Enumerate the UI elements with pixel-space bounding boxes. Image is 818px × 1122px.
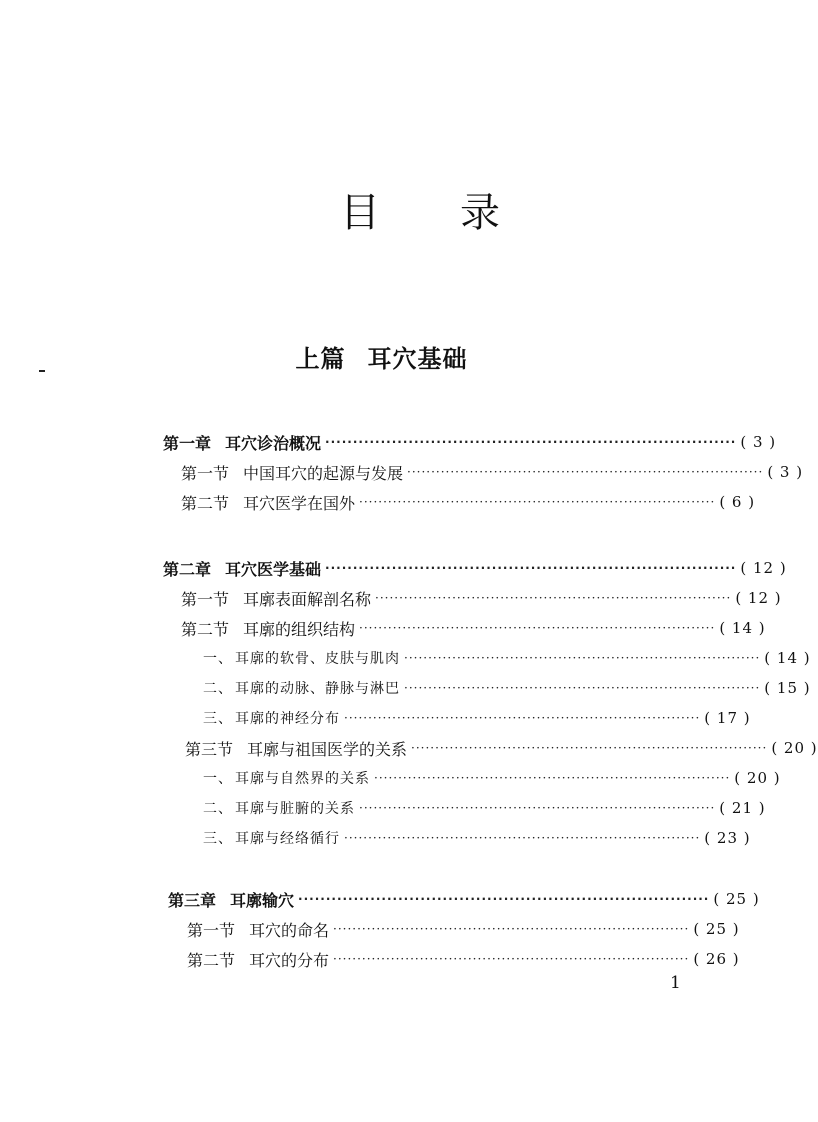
page-ref: ( 20 )	[734, 769, 781, 787]
leader-dots: ··········································································	[325, 561, 737, 575]
page-ref: ( 15 )	[764, 679, 811, 697]
leader-dots: ··········································································	[298, 892, 710, 906]
page-number: 1	[670, 973, 681, 993]
toc-chapter-3[interactable]	[168, 886, 760, 912]
toc-subsection[interactable]	[203, 705, 751, 731]
leader-dots: ··········································································	[411, 741, 768, 755]
page-ref: ( 20 )	[771, 739, 818, 757]
leader-dots: ··········································································	[407, 465, 764, 479]
section-label: 第二节	[181, 493, 230, 513]
leader-dots: ··········································································	[325, 435, 737, 449]
part-heading	[0, 339, 763, 374]
page-ref: ( 3 )	[767, 463, 804, 481]
toc-subsection[interactable]	[203, 675, 811, 701]
chapter-title: 耳穴医学基础	[225, 559, 322, 579]
page-ref: ( 21 )	[719, 799, 766, 817]
section-title: 耳穴的分布	[249, 950, 330, 970]
toc-section[interactable]	[181, 615, 766, 641]
chapter-label: 第三章	[168, 890, 217, 910]
page-ref: ( 17 )	[704, 709, 751, 727]
section-label: 第三节	[185, 739, 234, 759]
leader-dots: ··········································································	[375, 591, 732, 605]
part-title: 耳穴基础	[367, 345, 468, 373]
page-ref: ( 12 )	[735, 589, 782, 607]
page-ref: ( 14 )	[719, 619, 766, 637]
leader-dots: ··········································································	[344, 831, 701, 845]
toc-subsection[interactable]	[203, 795, 766, 821]
leader-dots: ··········································································	[359, 621, 716, 635]
toc-section[interactable]	[181, 459, 804, 485]
leader-dots: ··········································································	[359, 801, 716, 815]
page-ref: ( 25 )	[713, 890, 760, 908]
page-ref: ( 12 )	[740, 559, 787, 577]
section-label: 第二节	[181, 619, 230, 639]
section-title: 耳穴的命名	[249, 920, 330, 940]
section-label: 第一节	[181, 589, 230, 609]
margin-mark	[39, 370, 45, 372]
toc-section[interactable]	[181, 489, 756, 515]
section-title: 耳廓与祖国医学的关系	[247, 739, 408, 759]
toc-title-char-1: 目	[340, 189, 380, 236]
toc-section[interactable]	[181, 585, 782, 611]
section-title: 耳廓表面解剖名称	[243, 589, 372, 609]
section-title: 耳廓的组织结构	[243, 619, 356, 639]
subsection-label: 二、	[203, 801, 233, 817]
subsection-title: 耳廓与自然界的关系	[235, 771, 370, 787]
toc-section[interactable]	[185, 735, 818, 761]
section-label: 第一节	[181, 463, 230, 483]
section-label: 第二节	[187, 950, 236, 970]
page-ref: ( 25 )	[693, 920, 740, 938]
leader-dots: ··········································································	[404, 681, 761, 695]
leader-dots: ··········································································	[333, 952, 690, 966]
toc-chapter-2[interactable]	[163, 555, 787, 581]
toc-subsection[interactable]	[203, 765, 781, 791]
toc-title-char-2: 录	[460, 189, 500, 236]
leader-dots: ··········································································	[344, 711, 701, 725]
part-label: 上篇	[295, 345, 346, 373]
chapter-title: 耳廓输穴	[230, 890, 295, 910]
subsection-label: 一、	[203, 771, 233, 787]
toc-chapter-1[interactable]	[163, 429, 777, 455]
section-title: 中国耳穴的起源与发展	[243, 463, 404, 483]
subsection-title: 耳廓的动脉、静脉与淋巴	[235, 681, 400, 697]
subsection-title: 耳廓的神经分布	[235, 711, 340, 727]
toc-section[interactable]	[187, 946, 740, 972]
section-title: 耳穴医学在国外	[243, 493, 356, 513]
chapter-label: 第一章	[163, 433, 212, 453]
page-ref: ( 3 )	[740, 433, 777, 451]
subsection-title: 耳廓与脏腑的关系	[235, 801, 355, 817]
page-ref: ( 23 )	[704, 829, 751, 847]
leader-dots: ··········································································	[374, 771, 731, 785]
toc-section[interactable]	[187, 916, 740, 942]
subsection-title: 耳廓的软骨、皮肤与肌肉	[235, 651, 400, 667]
page-ref: ( 6 )	[719, 493, 756, 511]
page-ref: ( 14 )	[764, 649, 811, 667]
subsection-label: 一、	[203, 651, 233, 667]
toc-subsection[interactable]	[203, 645, 811, 671]
leader-dots: ··········································································	[333, 922, 690, 936]
page-ref: ( 26 )	[693, 950, 740, 968]
chapter-label: 第二章	[163, 559, 212, 579]
subsection-label: 二、	[203, 681, 233, 697]
subsection-label: 三、	[203, 831, 233, 847]
subsection-title: 耳廓与经络循行	[235, 831, 340, 847]
leader-dots: ··········································································	[404, 651, 761, 665]
section-label: 第一节	[187, 920, 236, 940]
toc-subsection[interactable]	[203, 825, 751, 851]
chapter-title: 耳穴诊治概况	[225, 433, 322, 453]
leader-dots: ··········································································	[359, 495, 716, 509]
toc-title	[340, 185, 500, 236]
subsection-label: 三、	[203, 711, 233, 727]
